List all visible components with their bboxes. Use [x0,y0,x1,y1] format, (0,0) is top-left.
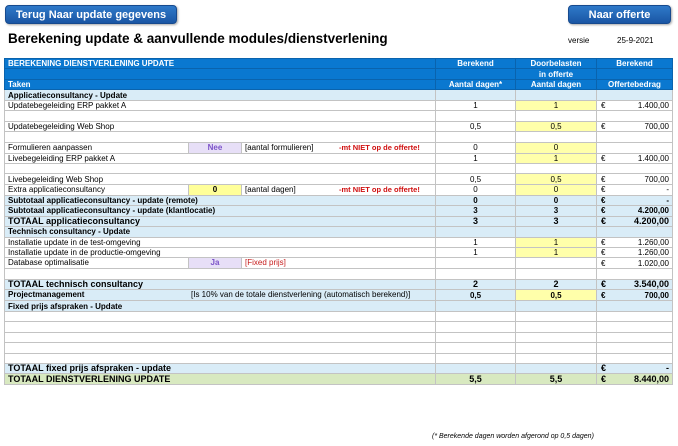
header-row-3 [5,79,673,89]
task-cell [5,163,436,173]
table-row [5,90,673,100]
calculated-days-cell [436,163,516,173]
calculated-days-cell [436,332,516,342]
currency-symbol: € [601,185,606,195]
currency-symbol: € [601,196,606,206]
invoiced-days-input [516,311,597,321]
calculated-days-cell: 0 [436,142,516,153]
header-cell: Taken [5,79,436,89]
calculated-days-cell [436,90,516,100]
task-cell: Applicatieconsultancy - Update [5,90,436,100]
currency-symbol: € [601,100,606,110]
table-row [5,301,673,311]
offer-amount-cell [597,227,673,237]
invoiced-days-input: 0 [516,195,597,205]
calculated-days-cell [436,322,516,332]
amount-value: 1.260,00 [637,248,669,258]
table-row [5,121,673,131]
amount-value: 1.260,00 [637,237,669,247]
task-cell [5,290,436,301]
task-cell [5,332,436,342]
amount-value: 1.400,00 [637,153,669,163]
table-row [5,353,673,363]
calculated-days-cell: 3 [436,206,516,216]
invoiced-days-input [516,332,597,342]
header-cell [597,69,673,79]
calculated-days-cell [436,363,516,373]
offer-amount-cell [597,248,673,258]
task-cell: Updatebegeleiding Web Shop [5,121,436,131]
offer-amount-cell [597,121,673,131]
offer-amount-cell [597,322,673,332]
invoiced-days-input [516,90,597,100]
task-cell [5,311,436,321]
task-cell: TOTAAL DIENSTVERLENING UPDATE [5,374,436,384]
amount-value: - [666,185,669,195]
table-row [5,279,673,289]
calculated-days-cell: 5,5 [436,374,516,384]
table-row [5,216,673,226]
amount-value: 4.200,00 [633,216,669,226]
currency-symbol: € [601,174,606,184]
invoiced-days-input [516,258,597,269]
calculated-days-cell: 1 [436,248,516,258]
invoiced-days-input[interactable]: 1 [516,153,597,163]
offer-amount-cell [597,174,673,184]
table-row [5,374,673,384]
header-cell [436,69,516,79]
invoiced-days-input[interactable]: 0 [516,184,597,195]
offer-amount-cell [597,374,673,384]
calculated-days-cell [436,343,516,353]
calculated-days-cell: 1 [436,237,516,247]
offer-amount-cell [597,100,673,110]
table-row [5,111,673,121]
amount-value: - [666,196,669,206]
currency-symbol: € [601,258,606,268]
invoiced-days-input[interactable]: 0,5 [516,121,597,131]
option-note: [aantal dagen] [245,184,296,194]
task-cell [5,111,436,121]
offer-amount-cell [597,353,673,363]
task-cell [5,343,436,353]
task-cell: TOTAAL technisch consultancy [5,279,436,289]
task-cell [5,258,436,269]
offer-amount-cell [597,184,673,195]
amount-value: - [666,363,669,374]
invoiced-days-input [516,227,597,237]
invoiced-days-input[interactable]: 1 [516,248,597,258]
calculated-days-cell [436,301,516,311]
invoiced-days-input [516,353,597,363]
amount-value: 700,00 [644,174,669,184]
task-cell: Livebegeleiding ERP pakket A [5,153,436,163]
header-cell: Berekend [436,59,516,69]
task-cell: Updatebegeleiding ERP pakket A [5,100,436,110]
page-title: Berekening update & aanvullende modules/dienstverlening [8,31,388,46]
table-row [5,206,673,216]
table-row [5,174,673,184]
calculated-days-cell [436,269,516,279]
table-row [5,311,673,321]
task-cell [5,353,436,363]
version-date: 25-9-2021 [617,36,654,45]
offer-amount-cell [597,258,673,269]
header-cell: in offerte [516,69,597,79]
offer-amount-cell [597,195,673,205]
header-cell: Aantal dagen* [436,79,516,89]
table-row [5,142,673,153]
task-cell [5,269,436,279]
task-cell [5,184,436,195]
currency-symbol: € [601,216,607,226]
calculated-days-cell: 2 [436,279,516,289]
invoiced-days-input [516,363,597,373]
header-cell: Aantal dagen [516,79,597,89]
task-cell: Installatie update in de test-omgeving [5,237,436,247]
option-note: [Fixed prijs] [245,258,286,268]
calculated-days-cell: 0,5 [436,290,516,301]
invoiced-days-input: 3 [516,206,597,216]
invoiced-days-input [516,269,597,279]
invoiced-days-input: 3 [516,216,597,226]
warning-text: -mt NIET op de offerte! [339,142,420,152]
table-row [5,153,673,163]
offer-amount-cell [597,311,673,321]
offer-amount-cell [597,332,673,342]
table-row [5,269,673,279]
currency-symbol: € [601,153,606,163]
currency-symbol: € [601,121,606,131]
offer-amount-cell [597,301,673,311]
table-row [5,322,673,332]
offer-amount-cell [597,279,673,289]
invoiced-days-input [516,343,597,353]
warning-text: -mt NIET op de offerte! [339,184,420,194]
currency-symbol: € [601,237,606,247]
calculation-table [4,58,673,385]
table-row [5,132,673,142]
invoiced-days-input [516,111,597,121]
offer-amount-cell [597,163,673,173]
invoiced-days-input[interactable]: 0,5 [516,290,597,301]
currency-symbol: € [601,290,606,300]
task-label: Database optimalisatie [8,258,89,268]
amount-value: 8.440,00 [633,373,669,384]
offer-amount-cell [597,237,673,247]
warning-text [337,258,339,268]
currency-symbol: € [601,279,607,290]
calculated-days-cell: 1 [436,100,516,110]
calculated-days-cell: 1 [436,153,516,163]
calculated-days-cell: 0 [436,184,516,195]
header-cell: Berekend [597,59,673,69]
table-row [5,100,673,110]
invoiced-days-input [516,163,597,173]
table-row [5,363,673,373]
task-cell: Subtotaal applicatieconsultancy - update (klantlocatie) [5,206,436,216]
offer-amount-cell [597,153,673,163]
option-note: [aantal formulieren] [245,142,314,152]
calculated-days-cell [436,258,516,269]
amount-value: 4.200,00 [637,206,669,216]
option-input[interactable]: 0 [188,185,242,195]
task-label: Formulieren aanpassen [8,142,93,152]
offer-amount-cell [597,269,673,279]
table-row [5,237,673,247]
option-input[interactable]: Ja [188,258,242,268]
task-cell [5,132,436,142]
invoiced-days-input[interactable]: 1 [516,237,597,247]
task-cell [5,142,436,153]
calculated-days-cell [436,311,516,321]
amount-value: 1.020,00 [637,258,669,268]
offer-amount-cell [597,142,673,153]
currency-symbol: € [601,206,606,216]
task-cell: Installatie update in de productie-omgeving [5,248,436,258]
calculated-days-cell [436,227,516,237]
back-to-update-data-button[interactable]: Terug Naar update gegevens [5,5,177,24]
table-row [5,163,673,173]
table-row [5,195,673,205]
invoiced-days-input[interactable]: 1 [516,100,597,110]
table-row [5,290,673,301]
offer-amount-cell [597,343,673,353]
currency-symbol: € [601,363,607,374]
invoiced-days-input: 5,5 [516,374,597,384]
offer-amount-cell [597,206,673,216]
currency-symbol: € [601,248,606,258]
option-input[interactable]: Nee [188,143,242,153]
task-cell: TOTAAL fixed prijs afspraken - update [5,363,436,373]
amount-value: 3.540,00 [633,279,669,290]
invoiced-days-input: 2 [516,279,597,289]
invoiced-days-input [516,301,597,311]
table-row [5,184,673,195]
amount-value: 1.400,00 [637,100,669,110]
task-cell: TOTAAL applicatieconsultancy [5,216,436,226]
offer-amount-cell [597,363,673,373]
task-label: Projectmanagement [8,290,85,300]
task-cell [5,322,436,332]
invoiced-days-input[interactable]: 0,5 [516,174,597,184]
calculated-days-cell [436,353,516,363]
footnote: (* Berekende dagen worden afgerond op 0,5 dagen) [432,433,594,440]
invoiced-days-input[interactable]: 0 [516,142,597,153]
currency-symbol: € [601,373,607,384]
task-cell: Livebegeleiding Web Shop [5,174,436,184]
calculated-days-cell [436,111,516,121]
header-cell [5,69,436,79]
calculated-days-cell: 0,5 [436,121,516,131]
table-row [5,258,673,269]
header-row-2 [5,69,673,79]
version-label: versie [568,36,590,45]
table-row [5,332,673,342]
offer-amount-cell [597,290,673,301]
calculated-days-cell: 3 [436,216,516,226]
header-row-1 [5,59,673,69]
offer-amount-cell [597,216,673,226]
header-cell: BEREKENING DIENSTVERLENING UPDATE [5,59,436,69]
amount-value: 700,00 [644,290,669,300]
invoiced-days-input [516,132,597,142]
to-offer-button[interactable]: Naar offerte [568,5,671,24]
invoiced-days-input [516,322,597,332]
offer-amount-cell [597,90,673,100]
calculated-days-cell: 0,5 [436,174,516,184]
task-label: Extra applicatieconsultancy [8,184,105,194]
amount-value: 700,00 [644,121,669,131]
task-cell: Technisch consultancy - Update [5,227,436,237]
table-row [5,227,673,237]
table-row [5,248,673,258]
table-row [5,343,673,353]
task-cell: Fixed prijs afspraken - Update [5,301,436,311]
calculated-days-cell: 0 [436,195,516,205]
header-cell: Doorbelasten [516,59,597,69]
offer-amount-cell [597,111,673,121]
task-cell: Subtotaal applicatieconsultancy - update (remote) [5,195,436,205]
calculated-days-cell [436,132,516,142]
offer-amount-cell [597,132,673,142]
header-cell: Offertebedrag [597,79,673,89]
project-note: [Is 10% van de totale dienstverlening (automatisch berekend)] [191,290,411,300]
